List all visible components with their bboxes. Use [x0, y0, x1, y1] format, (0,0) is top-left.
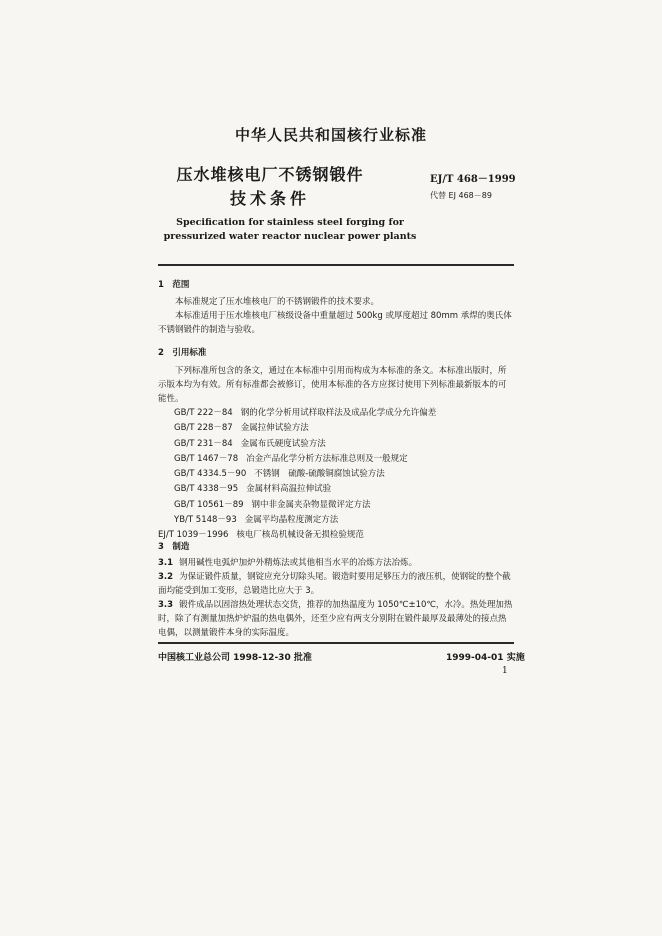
reference-item [174, 406, 436, 421]
reference-title: 不锈钢 硫酸-硫酸铜腐蚀试验方法 [254, 469, 385, 480]
clause-number: 3.2 [158, 572, 174, 582]
reference-item [174, 437, 436, 452]
implementation-date: 1999-04-01 实施 [446, 653, 525, 663]
clause-number: 3.1 [158, 558, 174, 568]
reference-code: GB/T 231－84 [174, 438, 233, 449]
reference-title: 钢中非金属夹杂物显微评定方法 [251, 499, 371, 510]
section1-para2: 本标准适用于压水堆核电厂核级设备中重量超过 500kg 或厚度超过 80mm 承焊的奥氏体不锈钢锻件的制造与验收。 [158, 311, 512, 335]
reference-title: 金属平均晶粒度测定方法 [244, 515, 339, 526]
document-title-line1: 压水堆核电厂不锈钢锻件 [176, 165, 364, 184]
standard-code: EJ/T 468－1999 [430, 174, 516, 185]
clause-text: 锻件成品以固溶热处理状态交货，推荐的加热温度为 1050℃±10℃，水冷。热处理加热时，除了有测量加热炉炉温的热电偶外，还至少应有两支分别附在锻件最厚及最薄处的接点热电偶，以测量锻件本身的实际温度。 [158, 600, 513, 638]
reference-code: GB/T 4338－95 [174, 484, 239, 495]
reference-title: 核电厂核岛机械设备无损检验规范 [236, 530, 364, 541]
clause-3-3 [158, 598, 514, 640]
reference-item [174, 513, 436, 528]
header-divider [158, 264, 514, 266]
replaces-standard: 代替 EJ 468－89 [430, 191, 492, 200]
reference-item [174, 467, 436, 482]
english-title [0, 216, 580, 244]
document-title-line2: 技术条件 [229, 189, 310, 208]
section1-heading: 1 范围 [158, 280, 190, 290]
english-title-line2: pressurized water reactor nuclear power plants [163, 231, 417, 242]
section1-para1: 本标准规定了压水堆核电厂的不锈钢锻件的技术要求。 [175, 297, 380, 307]
reference-code: GB/T 222－84 [174, 408, 233, 418]
reference-code: GB/T 4334.5－90 [174, 469, 247, 480]
reference-item [174, 452, 436, 467]
clause-3-1 [158, 556, 514, 570]
reference-code: EJ/T 1039－1996 [158, 530, 229, 541]
clause-text: 为保证锻件质量，钢锭应充分切除头尾。锻造时要用足够压力的液压机，使钢锭的整个截面均能受到加工变形，总锻造比应大于 3。 [158, 572, 511, 596]
clause-3-2 [158, 570, 514, 598]
reference-code: GB/T 1467－78 [174, 453, 239, 464]
english-title-line1: Specification for stainless steel forging for [176, 217, 404, 228]
reference-item [174, 498, 436, 513]
reference-code: YB/T 5148－93 [174, 515, 237, 526]
section2-intro: 下列标准所包含的条文，通过在本标准中引用而构成为本标准的条文。本标准出版时，所示版本均为有效。所有标准都会被修订，使用本标准的各方应探讨使用下列标准最新版本的可能性。 [158, 366, 507, 404]
clause-text: 钢用碱性电弧炉加炉外精炼法或其他相当水平的冶炼方法冶炼。 [179, 558, 418, 568]
reference-title: 金属布氏硬度试验方法 [240, 438, 326, 449]
approval-date: 中国核工业总公司 1998-12-30 批准 [158, 653, 312, 663]
footer-divider [158, 642, 514, 644]
section3-heading: 3 制造 [158, 542, 190, 552]
reference-title: 金属拉伸试验方法 [240, 423, 309, 434]
reference-code: GB/T 10561－89 [174, 499, 244, 510]
clause-number: 3.3 [158, 600, 174, 610]
section2-heading: 2 引用标准 [158, 348, 207, 358]
reference-title: 冶金产品化学分析方法标准总则及一般规定 [246, 453, 408, 464]
reference-item [158, 528, 436, 543]
reference-item [174, 482, 436, 497]
reference-title: 钢的化学分析用试样取样法及成品化学成分允许偏差 [240, 408, 437, 418]
reference-title: 金属材料高温拉伸试验 [246, 484, 332, 495]
page-number: 1 [502, 666, 508, 676]
reference-item [174, 421, 436, 436]
standard-type: 中华人民共和国核行业标准 [234, 126, 427, 144]
reference-code: GB/T 228－87 [174, 423, 233, 434]
reference-list [158, 406, 437, 544]
